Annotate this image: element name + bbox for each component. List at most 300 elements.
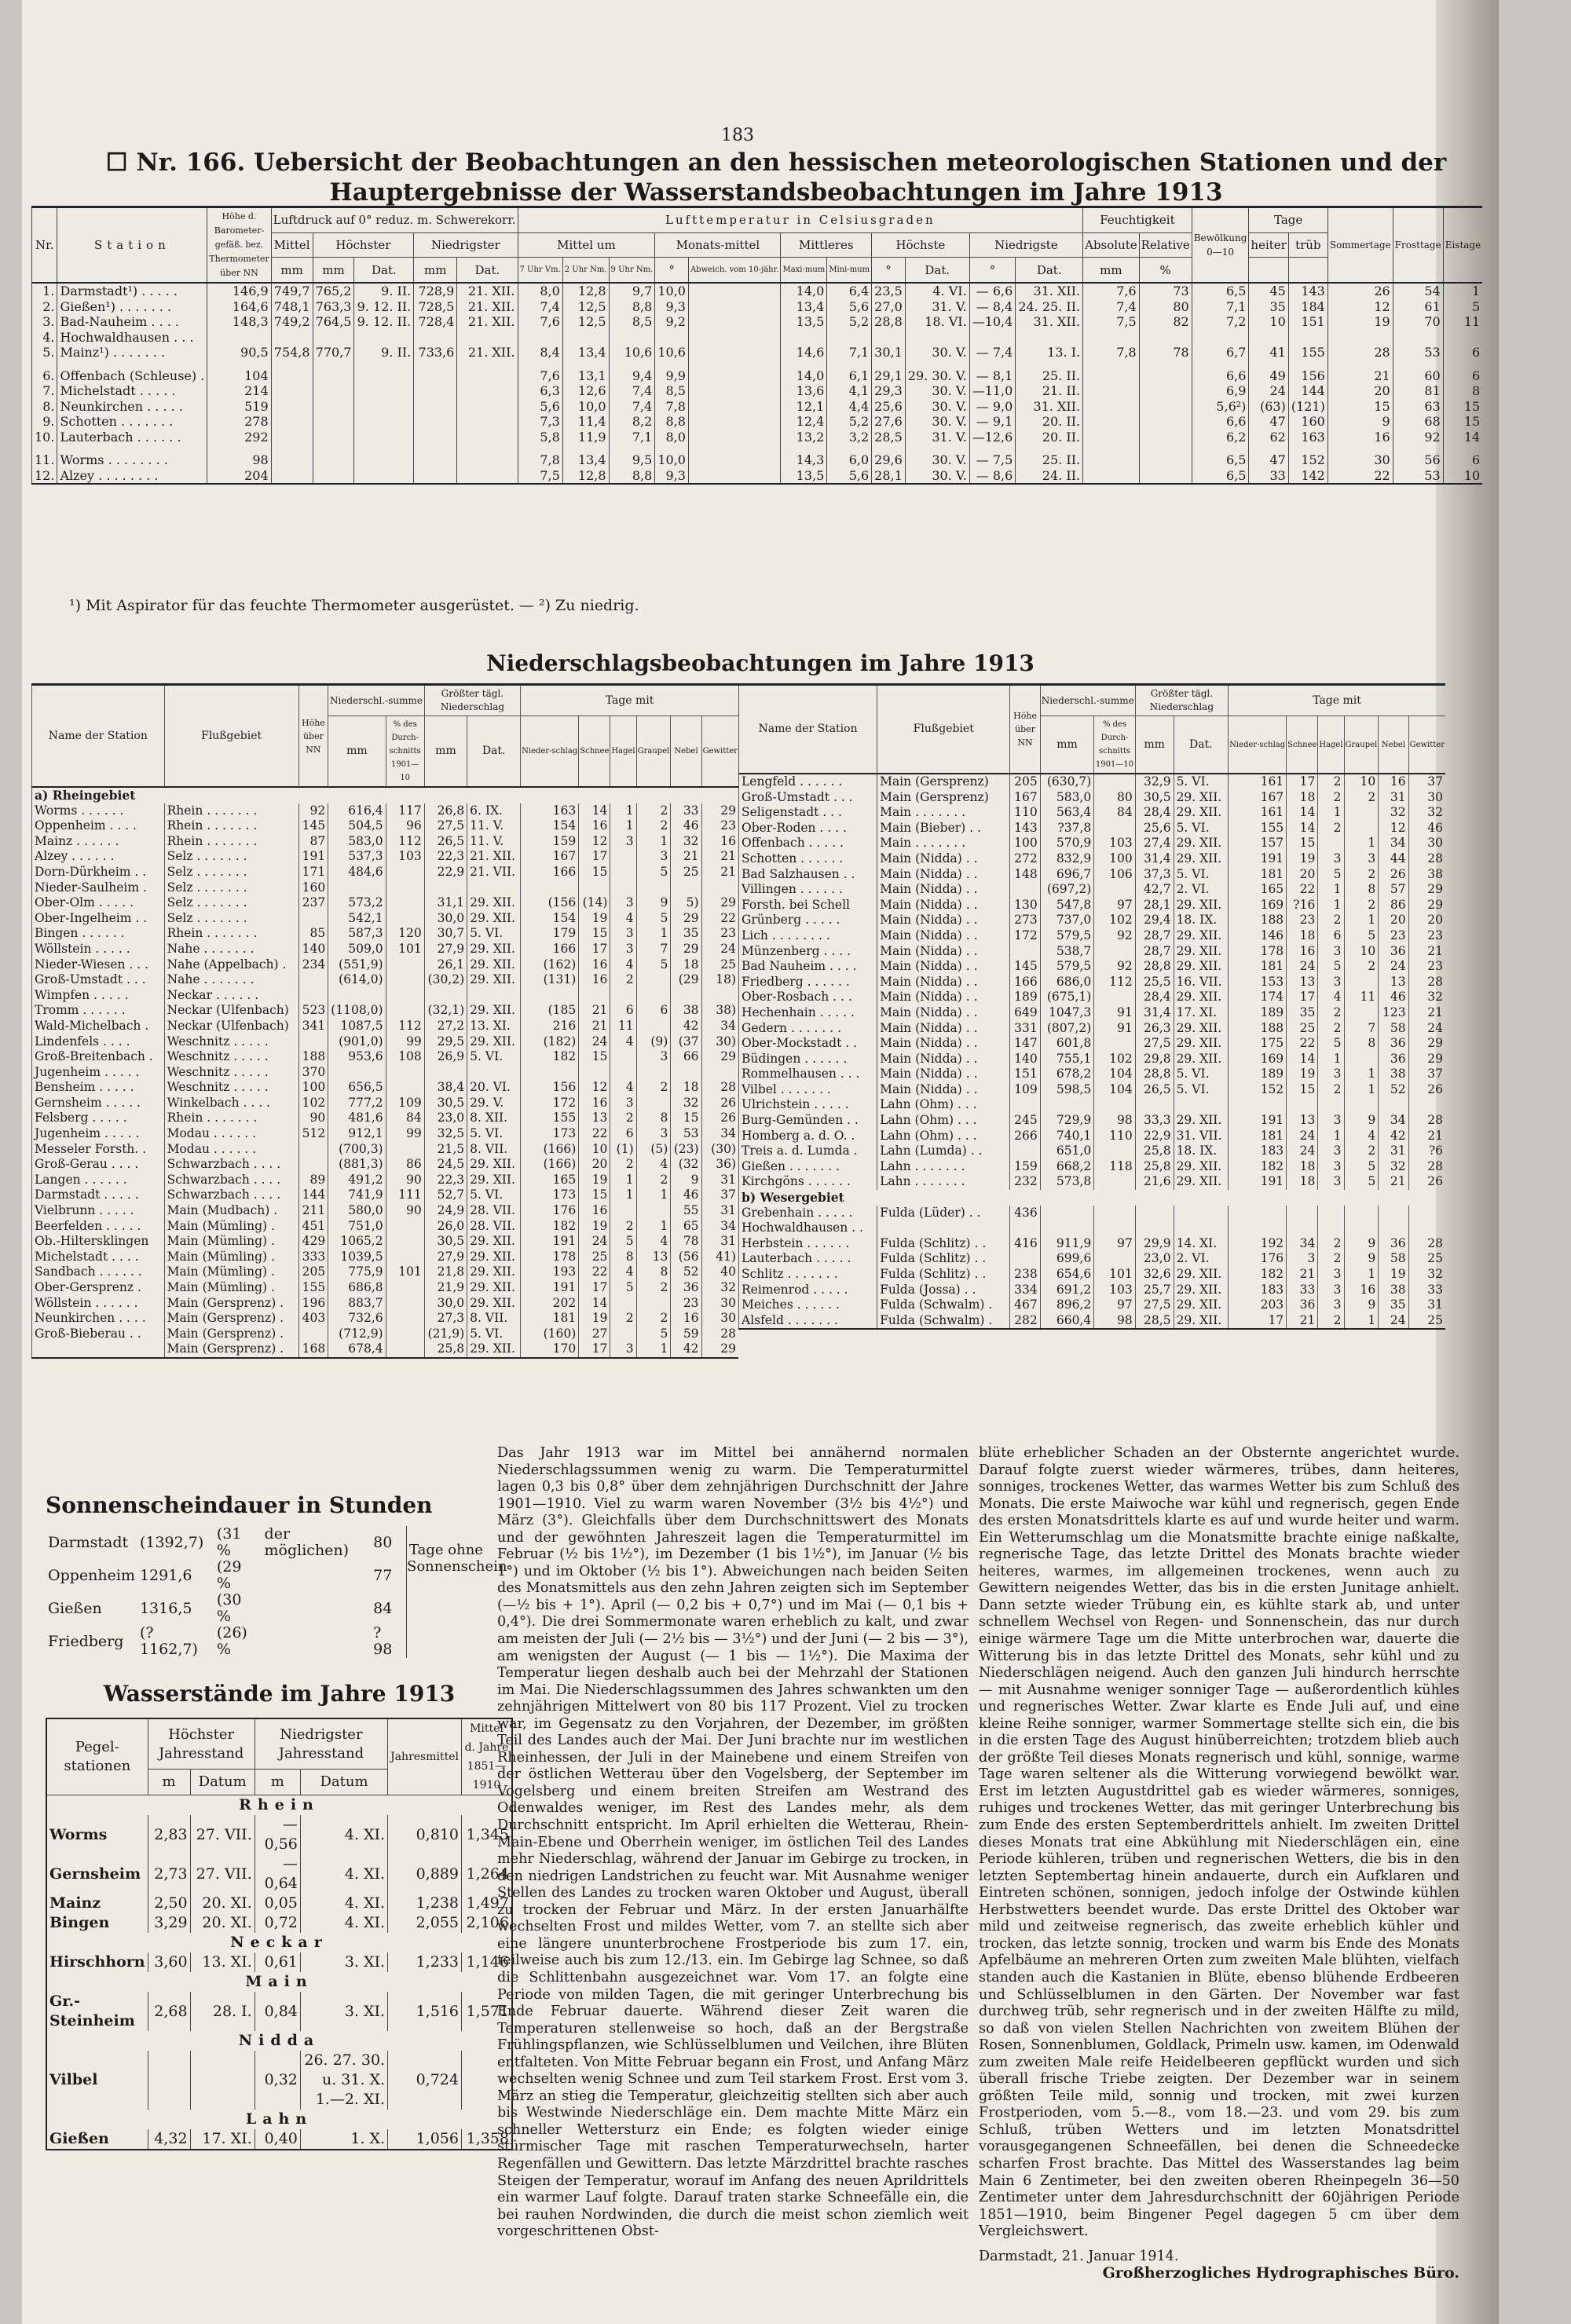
table-cell: 106 [1094,867,1135,883]
table-cell: 34 [701,1126,738,1142]
table-cell: 42,7 [1135,882,1174,898]
table-cell: Main (Nidda) . . [877,1052,1010,1067]
table-cell: 214 [207,383,271,399]
table-row [32,283,1483,299]
table-cell: 15 [579,865,610,880]
table-cell: Fulda (Lüder) . . [877,1206,1010,1221]
pr-col-summe: Niederschl.-summe [1040,685,1135,716]
table-cell: 5,2 [827,314,872,330]
table-cell: 5 [1344,1159,1379,1175]
table-cell: 189 [1229,1005,1287,1021]
table-cell: 11,9 [562,430,609,445]
table-cell: 13. XI. [190,1953,255,1972]
table-cell: 156 [521,1080,579,1096]
table-row [46,1815,512,1854]
table-cell [328,880,386,896]
table-cell: 22,9 [424,865,467,880]
table-cell: 28 [1408,975,1445,990]
table-cell: Münzenberg . . . . [739,944,877,960]
table-cell [354,430,414,445]
table-cell: Lich . . . . . . . . [739,928,877,944]
table-cell [386,1296,424,1312]
table-cell [1344,1052,1379,1067]
col-tage: Tage [1249,207,1327,233]
table-row [32,911,739,927]
table-cell: Darmstadt¹) . . . . . [57,283,207,299]
pr-col-graupel: Graupel [636,716,671,788]
table-cell: Main (Gersprenz) . [164,1327,298,1342]
table-cell: Modau . . . . . . [164,1126,298,1142]
table-cell: 147 [1010,1036,1040,1052]
table-cell: 27,3 [424,1311,467,1327]
table-cell: 1,345 [462,1815,513,1854]
table-cell: 24,9 [424,1203,467,1219]
table-cell: 29. XII. [1174,1174,1229,1190]
table-cell [877,1221,1010,1236]
table-row [32,818,739,834]
table-cell: 29. XII. [467,1264,521,1280]
table-cell: 31. XII. [1016,399,1083,415]
table-cell: 191 [1229,1174,1287,1190]
table-cell: 13 [1287,1113,1318,1129]
table-cell: (32,1) [424,1003,467,1019]
table-cell: 2 [1344,959,1379,975]
table-cell: 99 [386,1126,424,1142]
table-cell [298,1157,328,1173]
table-cell: 27,9 [424,942,467,957]
table-cell: 26,1 [424,957,467,973]
table-cell [1083,383,1140,399]
table-cell: 29. XII. [467,911,521,927]
table-cell: 26 [701,1096,738,1111]
table-cell: 46 [1408,821,1445,836]
table-cell: 3 [1318,1297,1344,1313]
table-cell: 34 [1379,836,1408,851]
table-cell [424,1065,467,1081]
table-cell: Ober-Mockstadt . . [739,1036,877,1052]
table-row [32,1157,739,1173]
table-cell: 18. IX. [1174,913,1229,928]
table-cell: 6,0 [827,445,872,468]
table-cell: 10 [1344,944,1379,960]
table-cell: 151 [1288,314,1327,330]
table-cell: Schwarzbach . . . . [164,1188,298,1203]
table-cell: 6,5 [1192,445,1249,468]
table-cell: 3 [1318,1267,1344,1283]
table-cell: 13. XI. [467,1019,521,1034]
table-cell: Felsberg . . . . . [32,1111,165,1126]
table-cell [610,1049,636,1065]
table-cell: 13,4 [562,345,609,360]
table-cell: 29 [701,803,738,819]
table-cell [414,468,457,485]
river-heading [46,1795,512,1816]
table-cell: 174 [1229,990,1287,1005]
table-cell: 1,497 [462,1894,513,1913]
table-cell: 110 [1094,1129,1135,1144]
table-cell: 31. XII. [1016,283,1083,299]
table-cell: 24. 25. II. [1016,299,1083,315]
table-cell: 31 [701,1203,738,1219]
table-cell: 436 [1010,1206,1040,1221]
table-cell [354,445,414,468]
table-cell [521,880,579,896]
table-cell: Main (Mümling) . [164,1234,298,1250]
table-cell: 20. II. [1016,430,1083,445]
table-cell: 176 [1229,1251,1287,1267]
table-cell [1094,1251,1135,1267]
table-cell: 9,4 [609,360,655,384]
table-cell: 28,4 [1135,990,1174,1005]
table-cell: 102 [1094,913,1135,928]
table-cell [328,1065,386,1081]
table-cell: 23 [1408,928,1445,944]
table-cell: 6,6 [1192,360,1249,384]
table-row [46,1953,512,1972]
table-row [739,1313,1446,1330]
table-cell: 8,8 [609,468,655,485]
table-cell: 29. XII. [1174,836,1229,851]
table-cell [1094,944,1135,960]
sunshine-rows [46,1526,400,1658]
table-cell: Oppenheim [48,1566,135,1584]
table-cell: 188 [1229,1021,1287,1037]
table-cell: 26,5 [1135,1082,1174,1098]
table-cell: 32 [1379,1159,1408,1175]
table-cell: 182 [1229,1267,1287,1283]
table-cell: 19 [579,1311,610,1327]
table-cell: 2 [1344,790,1379,806]
table-cell: 6,3 [518,383,562,399]
table-cell [262,1559,372,1592]
table-cell: 130 [1010,898,1040,913]
table-cell: 10 [1443,468,1482,485]
table-cell [636,880,671,896]
table-cell [1135,1221,1174,1236]
pr-col-tage: Tage mit [1229,685,1445,716]
table-cell: —0,64 [255,1854,300,1894]
table-cell: 10,0 [562,399,609,415]
water-unit-m: m [255,1770,300,1795]
table-cell: 7,4 [1083,299,1140,315]
table-cell: Offenbach (Schleuse) . [57,360,207,384]
table-cell: Schwarzbach . . . . [164,1157,298,1173]
table-cell: 29,1 [872,360,906,384]
table-cell: 159 [521,834,579,850]
table-cell: 3 [1318,1159,1344,1175]
meteorological-table [31,206,1482,485]
table-cell: 19 [1287,851,1318,867]
table-cell: 167 [521,849,579,865]
table-cell [414,430,457,445]
table-cell: Rhein . . . . . . . [164,834,298,850]
table-cell: 26,3 [1135,1021,1174,1037]
table-cell: 181 [1229,959,1287,975]
table-cell [414,414,457,430]
table-cell: 570,9 [1040,836,1094,851]
table-cell: 99 [386,1034,424,1050]
table-row [739,1067,1446,1082]
table-cell: Lahn . . . . . . . [877,1174,1010,1190]
table-cell [1139,430,1192,445]
table-cell: 273 [1010,913,1040,928]
table-cell [414,399,457,415]
table-cell: 896,2 [1040,1297,1094,1313]
table-cell [610,1296,636,1312]
table-cell: 7 [1344,1021,1379,1037]
table-cell: 10,0 [655,445,689,468]
table-cell: 754,8 [271,345,313,360]
table-cell [386,1080,424,1096]
table-cell: 30 [1408,836,1445,851]
table-cell: 27,9 [424,1250,467,1265]
table-cell [688,299,781,315]
table-cell: (29 % [216,1558,242,1592]
table-cell [207,330,271,346]
table-cell: 2 [1318,1021,1344,1037]
table-cell: 92 [1094,928,1135,944]
table-cell: 153 [1229,975,1287,990]
table-cell: 25,6 [1135,821,1174,836]
table-cell: 237 [298,895,328,911]
table-cell: 5 [636,957,671,973]
table-cell: 12,1 [781,399,827,415]
table-cell: 1 [1344,1313,1379,1330]
table-cell: 104 [1094,1067,1135,1082]
table-cell [313,430,354,445]
table-cell: 3 [1318,1283,1344,1298]
table-cell: Ulrichstein . . . . . [739,1097,877,1113]
table-cell: 29 [1408,1052,1445,1067]
table-cell: 6,5 [1192,283,1249,299]
table-cell: 101 [386,942,424,957]
table-cell: 152 [1229,1082,1287,1098]
table-row [739,1159,1446,1175]
table-cell: 37 [701,1188,738,1203]
table-cell: 765,2 [313,283,354,299]
table-cell: 92 [1393,430,1443,445]
table-row [32,1003,739,1019]
table-cell: 5. VI. [1174,1067,1229,1082]
table-cell: 6,6 [1192,414,1249,430]
pr-col-gew: Gewitter [1408,716,1445,774]
table-cell: 5 [636,911,671,927]
table-cell: 22 [579,1264,610,1280]
table-cell: 10 [1344,774,1379,790]
table-cell [610,1327,636,1342]
table-cell: 9 [1327,414,1393,430]
table-cell: Mainz¹) . . . . . . . [57,345,207,360]
signature: Großherzogliches Hydrographisches Büro. [1102,2264,1459,2282]
table-cell: 19 [1287,1067,1318,1082]
table-cell: 73 [1139,283,1192,299]
table-row [32,942,739,957]
table-cell: 27,4 [1135,836,1174,851]
table-cell [671,880,701,896]
table-cell: 1039,5 [328,1250,386,1265]
page-number: 183 [721,126,754,145]
table-cell: 16 [1327,430,1393,445]
table-cell: 5,8 [518,430,562,445]
table-cell: 155 [1229,821,1287,836]
table-cell: 29,8 [1135,1052,1174,1067]
table-cell: 3 [1318,944,1344,960]
table-cell: 170 [521,1341,579,1358]
table-cell: 1 [610,1188,636,1203]
table-cell: 22 [1287,882,1318,898]
table-cell [1094,882,1135,898]
table-cell [1010,944,1040,960]
table-cell: 26,8 [424,803,467,819]
table-cell: 112 [386,1019,424,1034]
table-cell: 8 [1344,882,1379,898]
table-cell: 2. VI. [1174,882,1229,898]
table-cell: Schwarzbach . . . . [164,1173,298,1188]
table-cell: Selz . . . . . . . [164,865,298,880]
water-col-niedrigster: Niedrigster Jahresstand [255,1718,387,1770]
table-cell: Schotten . . . . . . [739,851,877,867]
table-cell: 21 [1408,944,1445,960]
table-cell: 3 [610,895,636,911]
table-cell: 8,0 [518,283,562,299]
table-cell: 29 [671,911,701,927]
table-cell: 163 [521,803,579,819]
table-cell: 37 [1408,774,1445,790]
table-cell: 30,5 [1135,790,1174,806]
table-cell: 775,9 [328,1264,386,1280]
table-cell [905,330,969,346]
table-cell [298,1327,328,1342]
table-cell: Meiches . . . . . . [739,1297,877,1313]
table-cell: 13,5 [781,314,827,330]
table-cell: 28 [1327,345,1393,360]
table-cell: 144 [298,1188,328,1203]
table-cell: Fulda (Schlitz) . . [877,1236,1010,1252]
table-cell: 2. [32,299,57,315]
table-cell: 56 [1393,445,1443,468]
table-cell: Rhein . . . . . . . [164,1111,298,1126]
unit-dat: Dat. [905,258,969,283]
table-cell: 1,238 [388,1894,462,1913]
table-cell [1083,399,1140,415]
table-cell: 451 [298,1219,328,1235]
table-cell: 4 [610,957,636,973]
table-cell: 118 [1094,1159,1135,1175]
table-cell [313,414,354,430]
pr-col-hagel: Hagel [610,716,636,788]
table-cell: 3,29 [148,1913,190,1933]
table-cell: 157 [1229,836,1287,851]
table-cell: 27 [579,1327,610,1342]
table-cell: Neckar (Ulfenbach) [164,1003,298,1019]
table-cell: 13,4 [781,299,827,315]
table-cell: 28,7 [1135,944,1174,960]
table-cell: 1 [1344,913,1379,928]
table-cell: 7,8 [655,399,689,415]
table-cell: 35 [1249,299,1288,315]
table-cell: 155 [521,1111,579,1126]
table-cell: 467 [1010,1297,1040,1313]
table-cell: 16 [579,972,610,988]
table-cell: Gernsheim . . . . . [32,1096,165,1111]
table-cell: 5. VI. [467,1327,521,1342]
table-cell: 22 [701,911,738,927]
table-cell: 78 [671,1234,701,1250]
table-cell: 1316,5 [139,1599,192,1617]
table-cell: 30,5 [424,1234,467,1250]
table-cell: 120 [386,926,424,942]
table-row [32,1034,739,1050]
table-cell: 61 [1393,299,1443,315]
table-cell: 87 [298,834,328,850]
table-cell: Groß-Umstadt . . . [739,790,877,806]
table-cell: 4 [636,1234,671,1250]
table-row [32,1264,739,1280]
pr-col-hoehe: Höhe über NN [298,685,328,788]
table-cell [688,430,781,445]
table-cell: 17. XI. [1174,1005,1229,1021]
table-cell: Wimpfen . . . . . [32,988,165,1004]
river-heading [46,1972,512,1992]
table-cell: 191 [521,1234,579,1250]
table-cell: 21. XII. [457,283,518,299]
table-cell [1040,1097,1094,1113]
table-row [32,1280,739,1296]
table-cell: (1) [610,1142,636,1158]
table-cell: 9. II. [354,283,414,299]
table-cell: 29. XII. [1174,1113,1229,1129]
table-cell: 110 [1010,805,1040,821]
table-cell: 40 [701,1264,738,1280]
table-cell: 9,2 [655,314,689,330]
table-cell: 66 [671,1049,701,1065]
table-cell [562,330,609,346]
table-cell: Friedberg . . . . . . [739,975,877,990]
table-cell: Beerfelden . . . . . [32,1219,165,1235]
table-cell [386,1327,424,1342]
page-title: ☐ Nr. 166. Uebersicht der Beobachtungen an den hessischen meteorologischen Stationen und der Hauptergebnisse der Wasserstandsbeobachtungen im Jahre 1913 [105,148,1447,207]
table-cell: 24 [1287,1144,1318,1159]
table-cell [688,445,781,468]
table-cell: 13,6 [781,383,827,399]
table-cell: Lahn (Ohm) . . . [877,1097,1010,1113]
table-cell: 23 [1379,928,1408,944]
table-cell [354,360,414,384]
table-cell [1379,1097,1408,1113]
table-cell: 3 [610,942,636,957]
table-cell: 292 [207,430,271,445]
table-cell: 117 [386,803,424,819]
table-cell: 97 [1094,898,1135,913]
table-cell: 36 [1379,1036,1408,1052]
table-cell [1344,1221,1379,1236]
table-cell: 2 [636,1080,671,1096]
table-cell: 12,5 [562,314,609,330]
table-cell: Fulda (Schlitz) . . [877,1251,1010,1267]
table-cell: 579,5 [1040,959,1094,975]
table-cell: 24. II. [1016,468,1083,485]
table-cell: 8,5 [655,383,689,399]
table-cell: 27,5 [1135,1036,1174,1052]
table-cell [386,988,424,1004]
table-cell: 21 [1379,1174,1408,1190]
table-row [739,944,1446,960]
table-cell: 1,264 [462,1854,513,1894]
table-cell: 38 [1379,1283,1408,1298]
table-row [46,1894,512,1913]
table-cell: 65 [671,1219,701,1235]
table-cell: 32 [671,1096,701,1111]
